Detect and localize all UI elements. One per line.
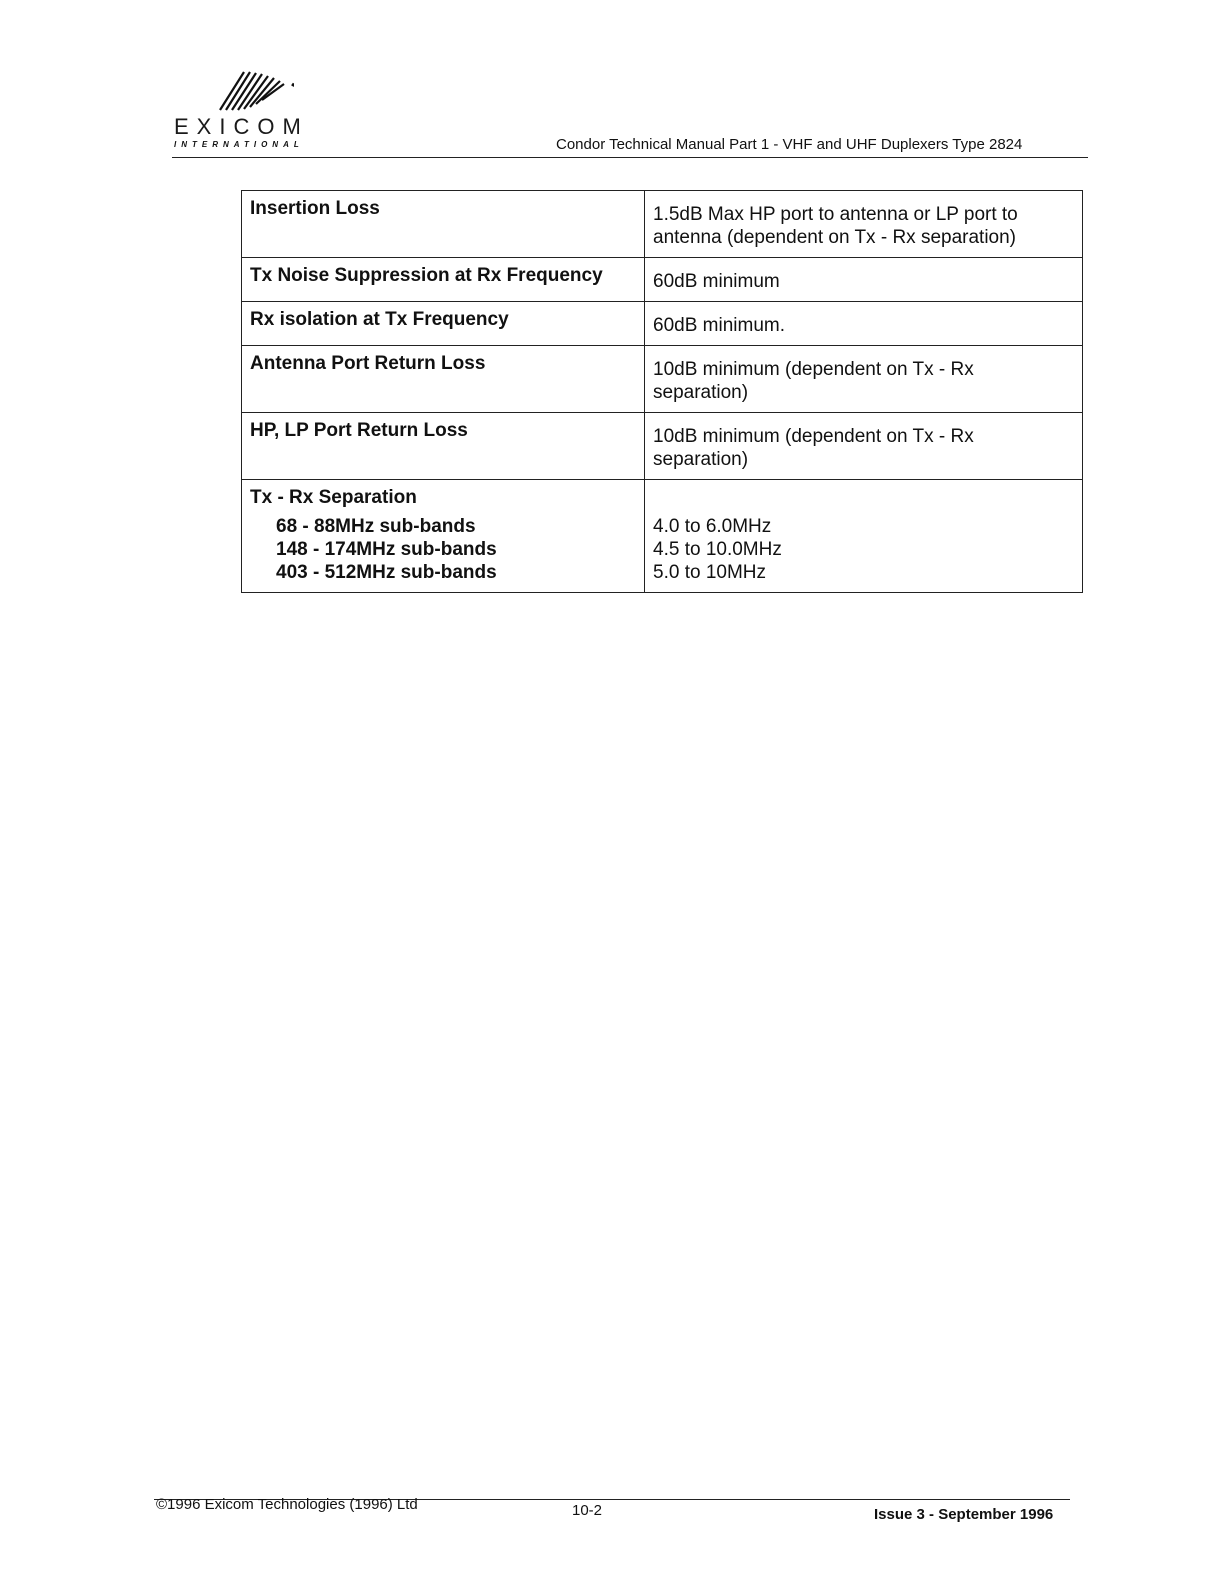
value-cell: 10dB minimum (dependent on Tx - Rx separation) (645, 413, 1083, 480)
specifications-table (241, 190, 1083, 593)
param-cell: Antenna Port Return Loss (242, 346, 645, 413)
footer-page-number: 10-2 (572, 1502, 603, 1519)
band-value: 4.0 to 6.0MHz (653, 516, 772, 537)
param-cell: Rx isolation at Tx Frequency (242, 302, 645, 346)
band-label: 68 - 88MHz sub-bands (276, 516, 476, 537)
header-rule (172, 157, 1088, 158)
separation-title: Tx - Rx Separation (250, 487, 417, 508)
band-value: 5.0 to 10MHz (653, 562, 766, 583)
logo-subtitle: INTERNATIONAL (174, 140, 304, 149)
logo-name: EXICOM (174, 114, 309, 139)
footer-copyright: ©1996 Exicom Technologies (1996) Ltd (156, 1496, 418, 1513)
band-label: 148 - 174MHz sub-bands (276, 539, 497, 560)
exicom-logo-icon (214, 56, 294, 116)
band-label: 403 - 512MHz sub-bands (276, 562, 497, 583)
param-cell: Tx Noise Suppression at Rx Frequency (242, 258, 645, 302)
param-cell: Insertion Loss (242, 191, 645, 258)
table-row-separation (242, 480, 1083, 593)
table-row (242, 302, 1083, 346)
table-row (242, 346, 1083, 413)
band-value: 4.5 to 10.0MHz (653, 539, 782, 560)
exicom-logo (174, 52, 324, 152)
table-row (242, 413, 1083, 480)
table-row (242, 191, 1083, 258)
value-cell: 60dB minimum (645, 258, 1083, 302)
value-cell: 60dB minimum. (645, 302, 1083, 346)
value-cell: 10dB minimum (dependent on Tx - Rx separation) (645, 346, 1083, 413)
table-row (242, 258, 1083, 302)
param-cell: HP, LP Port Return Loss (242, 413, 645, 480)
value-cell: 1.5dB Max HP port to antenna or LP port to antenna (dependent on Tx - Rx separation) (645, 191, 1083, 258)
value-cell (645, 480, 1083, 593)
param-cell (242, 480, 645, 593)
footer-issue: Issue 3 - September 1996 (874, 1506, 1054, 1523)
header-title: Condor Technical Manual Part 1 - VHF and UHF Duplexers Type 2824 (556, 136, 1023, 153)
